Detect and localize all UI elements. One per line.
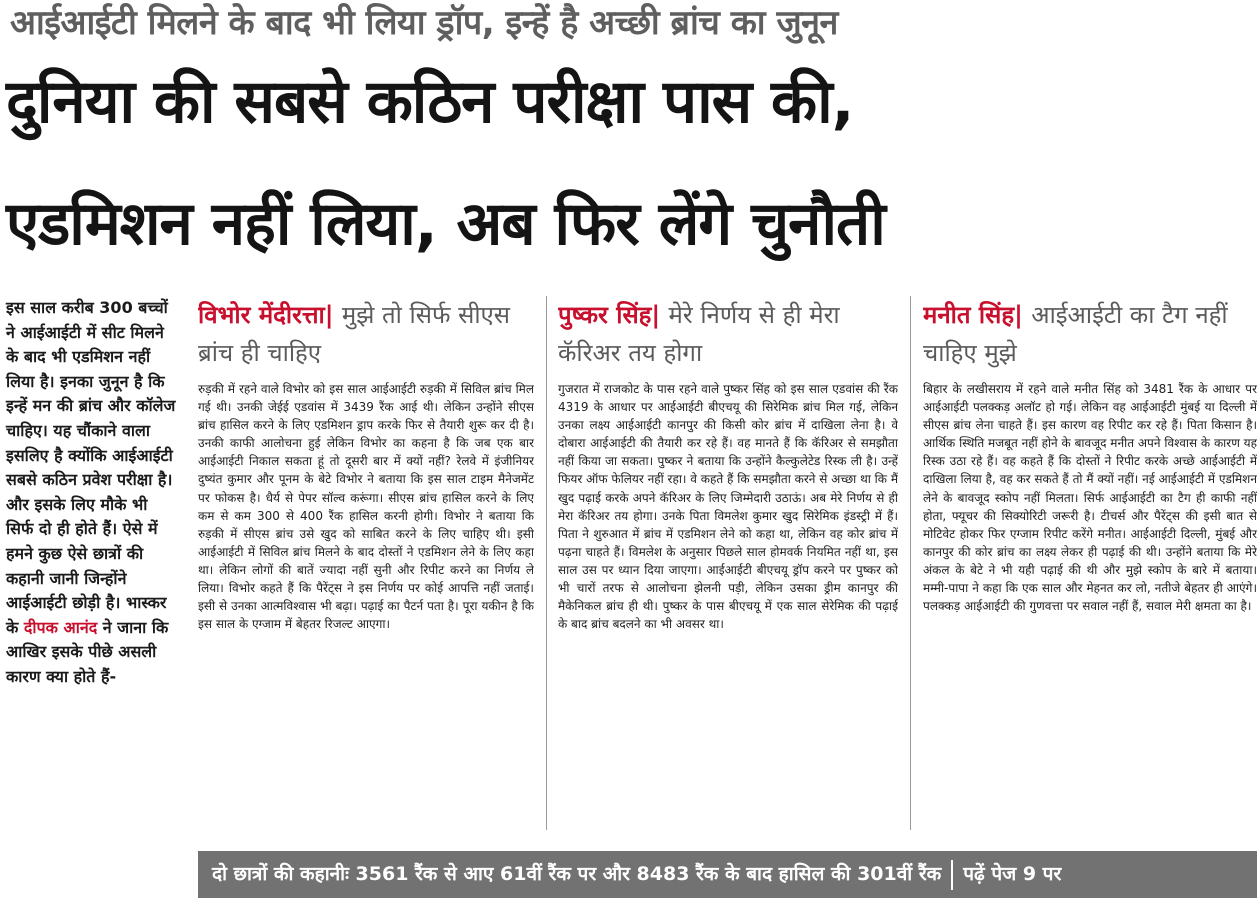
column-title: आईआईटी का टैग नहीं चाहिए मुझे: [923, 301, 1228, 367]
reporter-name: दीपक आनंद: [23, 617, 98, 637]
story-column-1: [198, 296, 534, 836]
footer-banner: [198, 851, 1257, 898]
column-title: मेरे निर्णय से ही मेरा कॅरिअर तय होगा: [558, 301, 840, 367]
banner-divider: [951, 860, 953, 890]
story-column-2: [558, 296, 898, 836]
column-body: गुजरात में राजकोट के पास रहने वाले पुष्कर सिंह को इस साल एडवांस की रैंक 4319 के आधार पर आईआईटी बीएचयू की सिरेमिक ब्रांच मिल गई, लेकिन उनका लक्ष्य आईआईटी कानपुर की किसी कोर ब्रांच में दाखिला लेना है। वे दोबारा आईआईटी की तैयारी कर रहे हैं। वह मानते हैं कि कॅरिअर से समझौता नहीं किया जा सकता। पुष्कर ने बताया कि उन्होंने कैल्कुलेटेड रिस्क ली है। उन्हें फियर ऑफ फेलियर नहीं रहा। वे कहते हैं कि समझौता करने से अच्छा था कि मैं खुद पढ़ाई करके अपने कॅरिअर के लिए जिम्मेदारी उठाऊं। अब मेरे निर्णय से ही मेरा कॅरिअर तय होगा। उनके पिता विमलेश कुमार खुद सिरेमिक इंडस्ट्री में हैं। पिता ने शुरुआत में ब्रांच में एडमिशन लेने को कहा था, लेकिन वह कोर ब्रांच में पढ़ना चाहते हैं। विमलेश के अनुसार पिछले साल होमवर्क नियमित नहीं था, इस साल उस पर ध्यान दिया जाएगा। आईआईटी बीएचयू ड्रॉप करने पर पुष्कर को भी चारों तरफ से आलोचना झेलनी पड़ी, लेकिन उसका ड्रीम कानपुर की मैकेनिकल ब्रांच ही थी। पुष्कर के पास बीएचयू में एक साल सेरेमिक की पढ़ाई के बाद ब्रांच बदलने का भी अवसर था।: [558, 382, 898, 632]
banner-text: दो छात्रों की कहानीः 3561 रैंक से आए 61वीं रैंक पर और 8483 रैंक के बाद हासिल की 301वीं रैंक: [212, 863, 942, 885]
student-name: मनीत सिंह: [923, 301, 1015, 329]
column-divider: [546, 296, 547, 830]
story-column-3: [923, 296, 1257, 836]
student-name: पुष्कर सिंह: [558, 301, 652, 329]
headline-line-1: दुनिया की सबसे कठिन परीक्षा पास की,: [6, 67, 854, 137]
column-body: रुड़की में रहने वाले विभोर को इस साल आईआईटी रुड़की में सिविल ब्रांच मिल गई थी। उनकी जेईई एडवांस में 3439 रैंक आई थी। लेकिन उन्होंने सीएस ब्रांच हासिल करने के लिए एडमिशन ड्राप करके फिर से तैयारी शुरू कर दी है। उनकी काफी आलोचना हुई लेकिन विभोर का कहना है कि जब एक बार आईआईटी निकाल सकता हूं तो दूसरी बार में क्यों नहीं? रेलवे में इंजीनियर दुष्यंत कुमार और पूनम के बेटे विभोर ने बताया कि इस साल टाइम मैनेजमेंट पर फोकस है। धैर्य से पेपर सॉल्व करूंगा। सीएस ब्रांच हासिल करने के लिए कम से कम 300 से 400 रैंक हासिल करनी होगी। विभोर ने बताया कि रुड़की में सीएस ब्रांच उसे खुद को साबित करने के लिए चाहिए थी। इसी आईआईटी में सिविल ब्रांच मिलने के बाद दोस्तों ने एडमिशन लेने के लिए कहा था। लेकिन लोगों की बातें ज्यादा नहीं सुनी और रिपीट करने का निर्णय ले लिया। विभोर कहते हैं कि पैरेंट्स ने इस निर्णय पर कोई आपत्ति नहीं जताई। इसी से उनका आत्मविश्वास भी बढ़ा। पढ़ाई का पैटर्न पता है। पूरा यकीन है कि इस साल के एग्जाम में बेहतर रिजल्ट आएगा।: [198, 382, 534, 632]
kicker-headline: आईआईटी मिलने के बाद भी लिया ड्रॉप, इन्हें है अच्छी ब्रांच का जुनून: [10, 3, 838, 43]
column-heading: मनीत सिंह| आईआईटी का टैग नहीं चाहिए मुझे: [923, 301, 1228, 367]
column-heading: विभोर मेंदीरत्ता| मुझे तो सिर्फ सीएस ब्रांच ही चाहिए: [198, 301, 511, 367]
intro-column: [0, 296, 178, 896]
headline-line-2: एडमिशन नहीं लिया, अब फिर लेंगे चुनौती: [6, 189, 885, 259]
column-body: बिहार के लखीसराय में रहने वाले मनीत सिंह को 3481 रैंक के आधार पर आईआईटी पलक्कड़ अलॉट हो गई। लेकिन वह आईआईटी मुंबई या दिल्ली में सीएस ब्रांच लेना चाहते हैं। इस कारण वह रिपीट कर रहे हैं। पिता किसान है। आर्थिक स्थिति मजबूत नहीं होने के बावजूद मनीत अपने विश्वास के कारण यह रिस्क उठा रहे हैं। वह कहते हैं कि दोस्तों ने रिपीट करके अच्छे आईआईटी में दाखिला लिया है, वह कर सकते हैं तो मैं क्यों नहीं। नई आईआईटी में एडमिशन लेने के बावजूद स्कोप नहीं मिलता। सिर्फ आईआईटी का टैग ही काफी नहीं होता, फ्यूचर की सिक्योरिटी जरूरी है। टीचर्स और पैरेंट्स की इसी बात से मोटिवेट होकर फिर एग्जाम रिपीट करेंगे मनीत। आईआईटी दिल्ली, मुंबई और कानपुर की कोर ब्रांच का लक्ष्य लेकर ही पढ़ाई की थी। उन्होंने बताया कि मेरे अंकल के बेटे ने भी यही पढ़ाई की थी और मुझे स्कोप के बारे में बताया। मम्मी-पापा ने कहा कि एक साल और मेहनत कर लो, नतीजे बेहतर ही आएंगे। पलक्कड़ आईआईटी की गुणवत्ता पर सवाल नहीं हैं, सवाल मेरी क्षमता का है।: [923, 382, 1257, 614]
intro-text: इस साल करीब 300 बच्चों ने आईआईटी में सीट मिलने के बाद भी एडमिशन नहीं लिया है। इनका जुनून है कि इन्हें मन की ब्रांच और कॉलेज चाहिए। यह चौंकाने वाला इसलिए है क्योंकि आईआईटी सबसे कठिन प्रवेश परीक्षा है। और इसके लिए मौके भी सिर्फ दो ही होते हैं। ऐसे में हमने कुछ ऐसे छात्रों की कहानी जानी जिन्होंने आईआईटी छोड़ी है। भास्कर के: [6, 298, 176, 637]
column-heading: पुष्कर सिंह| मेरे निर्णय से ही मेरा कॅरिअर तय होगा: [558, 301, 840, 367]
column-title: मुझे तो सिर्फ सीएस ब्रांच ही चाहिए: [198, 301, 511, 367]
column-divider: [910, 296, 911, 830]
student-name: विभोर मेंदीरत्ता: [198, 301, 325, 329]
banner-page-link[interactable]: पढ़ें पेज 9 पर: [963, 863, 1062, 885]
intro-text-end: ने जाना कि आखिर इसके पीछे असली कारण क्या होते हैं-: [6, 617, 169, 686]
